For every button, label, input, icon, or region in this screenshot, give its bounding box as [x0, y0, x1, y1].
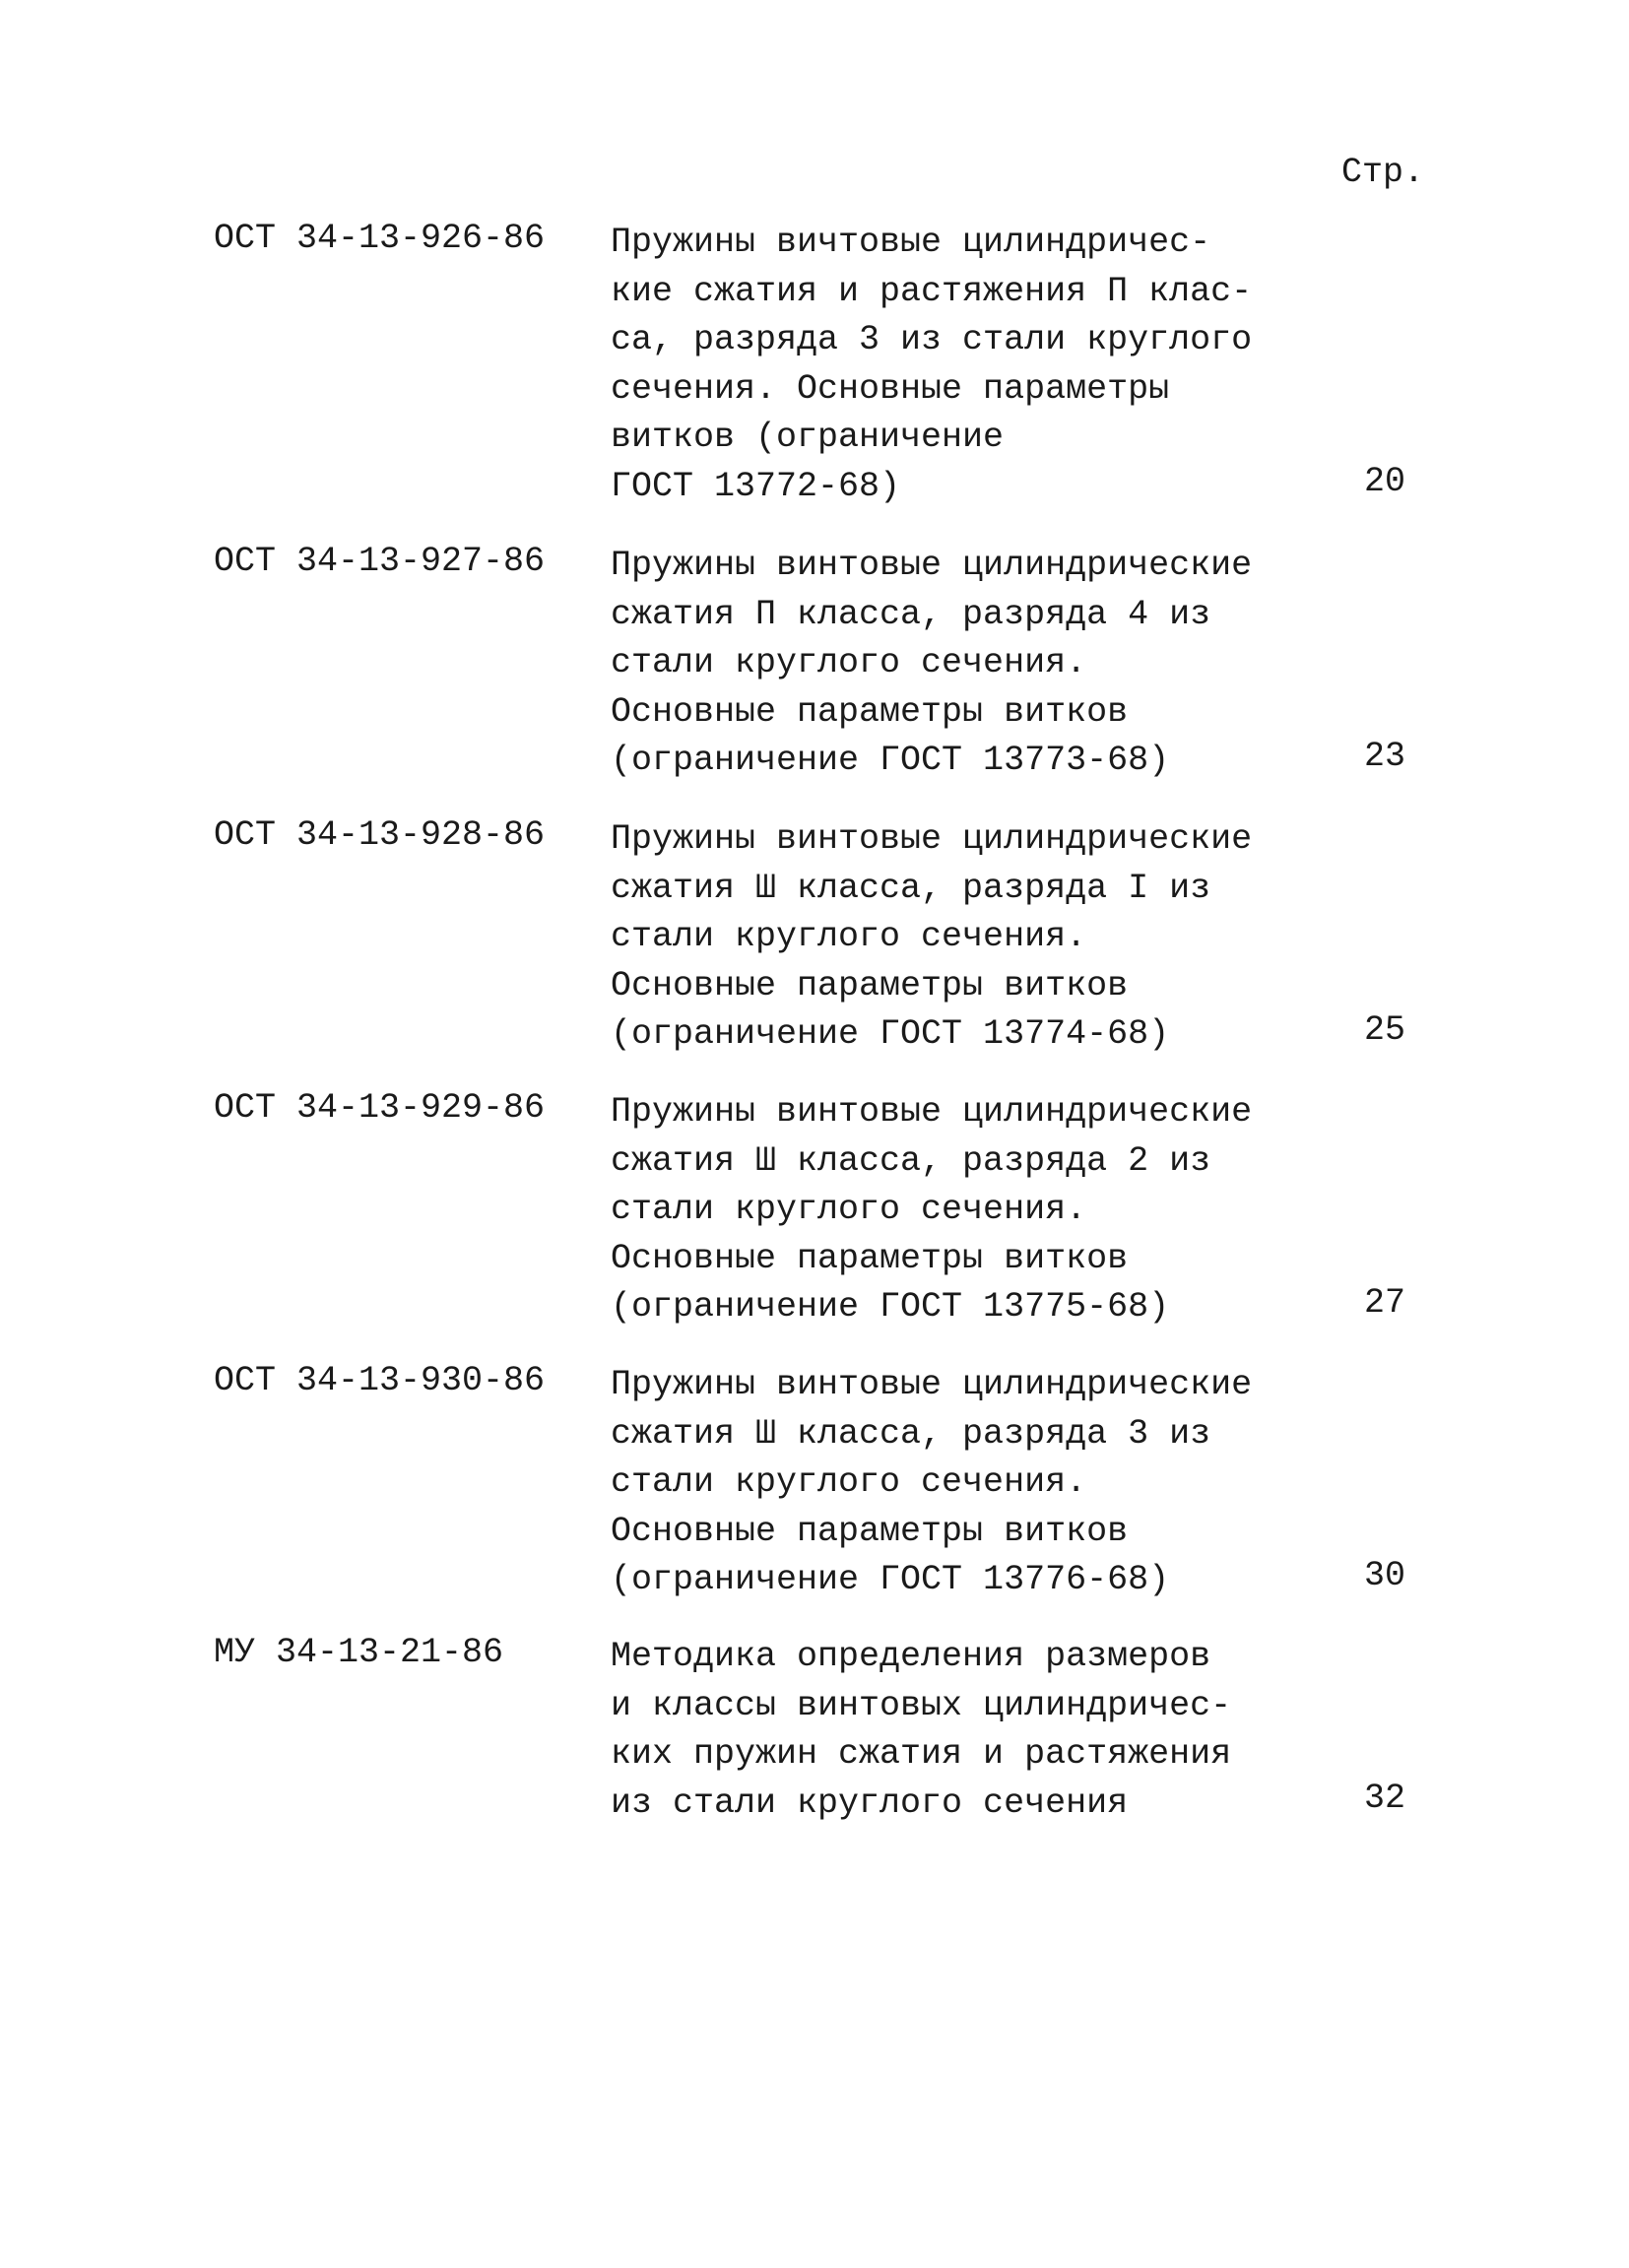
standard-code: ОСТ 34-13-926-86 [214, 219, 546, 258]
standard-code: МУ 34-13-21-86 [214, 1633, 504, 1672]
page-number: 30 [1364, 1556, 1406, 1595]
entry-description [611, 219, 1280, 511]
description-line: сжатия Ш класса, разряда 2 из [611, 1140, 1211, 1181]
entry-description [611, 1361, 1280, 1605]
page-number: 20 [1364, 462, 1406, 501]
description-line: Пружины винтовые цилиндрические [611, 546, 1253, 585]
description-line: стали круглого сечения. [611, 1462, 1087, 1502]
description-line: Методика определения размеров [611, 1637, 1211, 1676]
description-line: Основные параметры витков [611, 691, 1129, 732]
description-line: кие сжатия и растяжения П клас- [611, 271, 1253, 311]
description-line: (ограничение ГОСТ 13775-68) [611, 1287, 1170, 1327]
entry-description [611, 542, 1280, 786]
description-line: (ограничение ГОСТ 13773-68) [611, 741, 1170, 780]
entry-description [611, 1088, 1280, 1332]
description-line: сжатия Ш класса, разряда I из [611, 868, 1211, 908]
page-column-header: Стр. [1341, 153, 1425, 192]
standard-code: ОСТ 34-13-930-86 [214, 1361, 546, 1400]
page-number: 32 [1364, 1779, 1406, 1818]
description-line: Пружины винтовые цилиндрические [611, 1092, 1253, 1132]
description-line: стали круглого сечения. [611, 643, 1087, 682]
description-line: стали круглого сечения. [611, 917, 1087, 956]
description-line: Пружины винтовые цилиндрические [611, 1365, 1253, 1404]
page-number: 23 [1364, 737, 1406, 776]
description-line: (ограничение ГОСТ 13776-68) [611, 1560, 1170, 1599]
entry-description [611, 815, 1280, 1060]
page-number: 27 [1364, 1283, 1406, 1323]
standard-code: ОСТ 34-13-929-86 [214, 1088, 546, 1128]
description-line: витков (ограничение [611, 418, 1005, 457]
description-line: Основные параметры витков [611, 1511, 1129, 1551]
standard-code: ОСТ 34-13-928-86 [214, 815, 546, 855]
description-line: Пружины вичтовые цилиндричес- [611, 223, 1211, 262]
description-line: Основные параметры витков [611, 965, 1129, 1005]
description-line: (ограничение ГОСТ 13774-68) [611, 1014, 1170, 1054]
description-line: из стали круглого сечения [611, 1782, 1129, 1823]
page-number: 25 [1364, 1010, 1406, 1050]
description-line: Пружины винтовые цилиндрические [611, 819, 1253, 859]
description-line: сжатия Ш класса, разряда 3 из [611, 1413, 1211, 1454]
standard-code: ОСТ 34-13-927-86 [214, 542, 546, 581]
description-line: и классы винтовых цилиндричес- [611, 1685, 1232, 1725]
entry-description [611, 1633, 1280, 1828]
description-line: ГОСТ 13772-68) [611, 466, 901, 506]
description-line: Основные параметры витков [611, 1238, 1129, 1278]
description-line: ких пружин сжатия и растяжения [611, 1734, 1232, 1774]
description-line: сечения. Основные параметры [611, 368, 1170, 409]
description-line: сжатия П класса, разряда 4 из [611, 594, 1211, 634]
description-line: са, разряда 3 из стали круглого [611, 320, 1253, 359]
description-line: стали круглого сечения. [611, 1190, 1087, 1229]
